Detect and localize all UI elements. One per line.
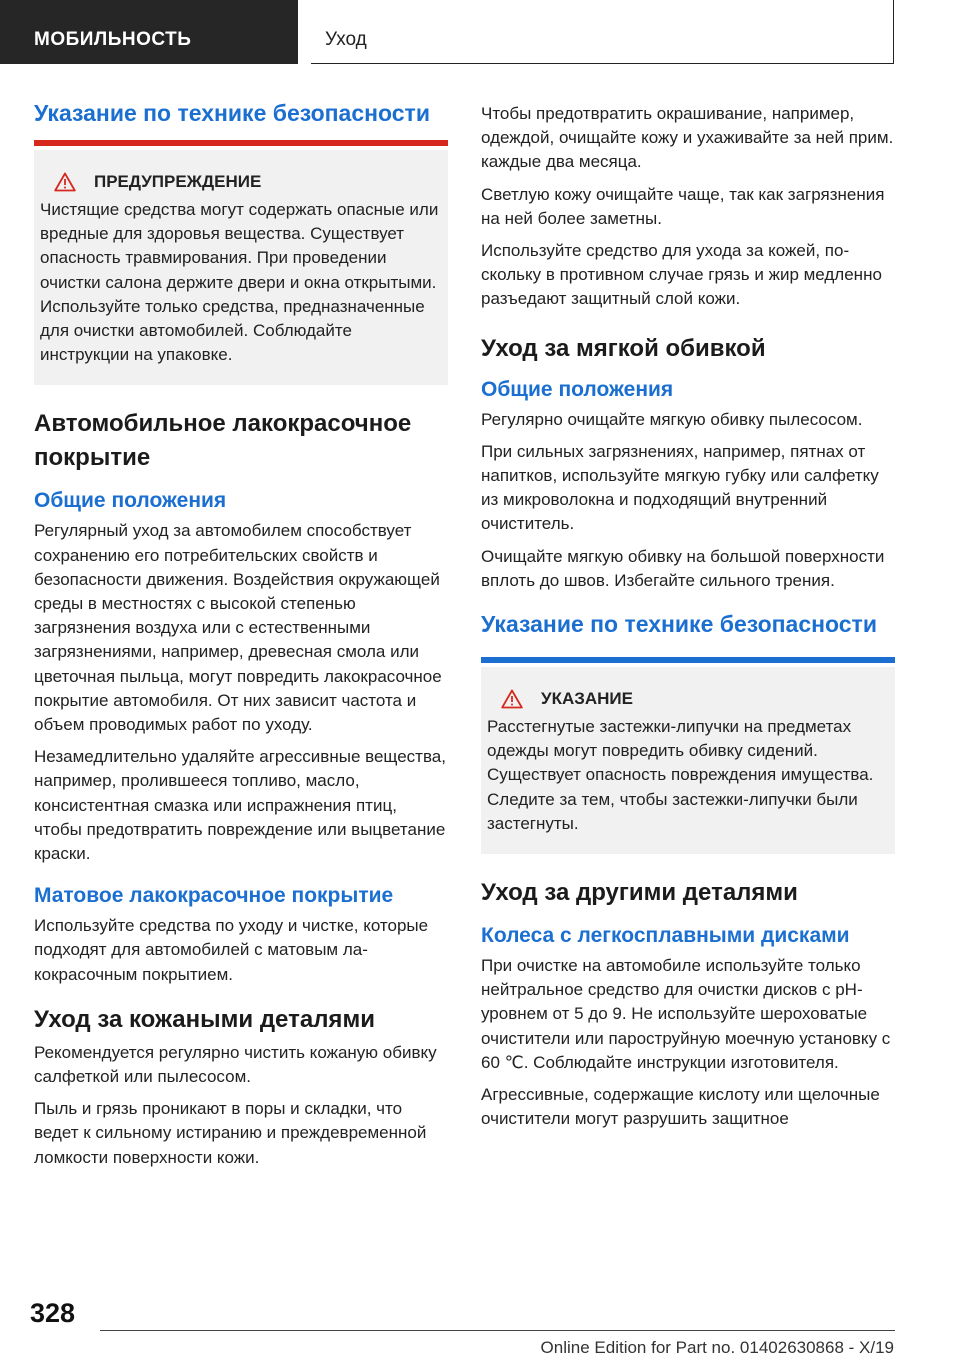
general-paragraph-1: Регулярный уход за автомобилем способствует сохранению его потребительских свойств и безопасности движения. Воздействия окружающей среды в местностях с высокой степенью загрязнения воздуха или с естественными загрязнениями, например, древесная смола или цветочная пыльца, могут повредить лакокрасочное покрытие автомобиля. От них зависит частота и объем проводимых работ по уходу.: [34, 521, 442, 735]
notice-triangle-icon: [501, 689, 523, 709]
leather-paragraph-3: Чтобы предотвратить окрашивание, например, одеждой, очищайте кожу и ухаживайте за ней прим. каждые два месяца.: [481, 104, 894, 172]
notice-text: Расстегнутые застежки-липучки на предметах одежды могут повредить обивку сидений. Существует опасность повреждения имущества. Следите за тем, чтобы застежки-липучки были застегнуты.: [487, 717, 874, 833]
other-parts-heading: Уход за другими деталями: [481, 879, 798, 907]
paint-heading: Автомобильное лакокрасочное покрытие: [34, 410, 412, 472]
upholstery-paragraph-2: При сильных загрязнениях, например, пятнах от напитков, используйте мягкую губку или салфетку из микроволокна и подходящий внутренний очиститель.: [481, 441, 879, 534]
safety-heading-right: Указание по технике безопасности: [481, 611, 877, 638]
warning-triangle-icon: [54, 172, 76, 192]
notice-box: [481, 667, 895, 854]
leather-paragraph-5: Используйте средство для ухода за кожей, поскольку в противном случае грязь и жир медленно разъедают защитный слой кожи.: [481, 241, 882, 309]
general-heading-left: Общие положения: [34, 489, 227, 513]
leather-paragraph-2: Пыль и грязь проникают в поры и складки, что ведет к сильному истиранию и преждевременной ломкости поверхности кожи.: [34, 1099, 427, 1167]
wheels-paragraph-1: При очистке на автомобиле используйте только нейтральное средство для очистки дисков с pH-уровнем от 5 до 9. Не используйте шероховатые очистители или пароструйную моечную установку с 60 ℃. Соблюдайте инструкции изготовителя.: [481, 956, 891, 1072]
safety-heading: Указание по технике безопасности: [34, 100, 430, 126]
wheels-paragraph-2: Агрессивные, содержащие кислоту или щелочные очистители могут разрушить защитное: [481, 1085, 880, 1129]
notice-bar: [481, 657, 895, 663]
wheels-heading: Колеса с легкосплавными дисками: [481, 924, 850, 948]
matte-heading: Матовое лакокрасочное покрытие: [34, 884, 394, 908]
footer-divider: [100, 1330, 895, 1331]
header-section-label: МОБИЛЬНОСТЬ: [34, 29, 192, 50]
header-chapter: [311, 0, 894, 64]
warning-text: Чистящие средства могут содержать опасные или вредные для здоровья вещества. Существует опасность травмирования. При проведении очистки салона держите двери и окна открытыми. Используйте только средства, предназначенные для очистки автомобилей. Соблюдайте инструкции на упаковке.: [40, 200, 439, 365]
upholstery-paragraph-3: Очищайте мягкую обивку на большой поверхности вплоть до швов. Избегайте сильного трения.: [481, 546, 885, 590]
warning-title: ПРЕДУПРЕЖДЕНИЕ: [94, 172, 262, 191]
header-chapter-label: Уход: [325, 29, 367, 50]
left-column: [34, 98, 448, 1178]
upholstery-paragraph-1: Регулярно очищайте мягкую обивку пылесосом.: [481, 409, 863, 429]
leather-heading: Уход за кожаными деталями: [34, 1005, 375, 1033]
right-column: [481, 102, 895, 1139]
header-section: [0, 0, 298, 64]
page-number: 328: [30, 1298, 76, 1328]
warning-box: [34, 150, 448, 385]
matte-paragraph: Используйте средства по уходу и чистке, которые подходят для автомобилей с матовым лакокрасочным покрытием.: [34, 916, 429, 984]
general-heading-right: Общие положения: [481, 377, 674, 401]
leather-paragraph-1: Рекомендуется регулярно чистить кожаную обивку салфеткой или пылесосом.: [34, 1042, 437, 1087]
upholstery-heading: Уход за мягкой обивкой: [481, 334, 766, 362]
warning-bar: [34, 140, 448, 146]
leather-paragraph-4: Светлую кожу очищайте чаще, так как загрязнения на ней более заметны.: [481, 184, 885, 228]
general-paragraph-2: Незамедлительно удаляйте агрессивные вещества, например, пролившееся топливо, масло, консистентная смазка или испражнения птиц, чтобы предотвратить повреждение или выцветание краски.: [34, 747, 446, 864]
notice-title: УКАЗАНИЕ: [541, 689, 633, 709]
footer-edition: Online Edition for Part no. 01402630868 - X/19: [540, 1338, 894, 1357]
